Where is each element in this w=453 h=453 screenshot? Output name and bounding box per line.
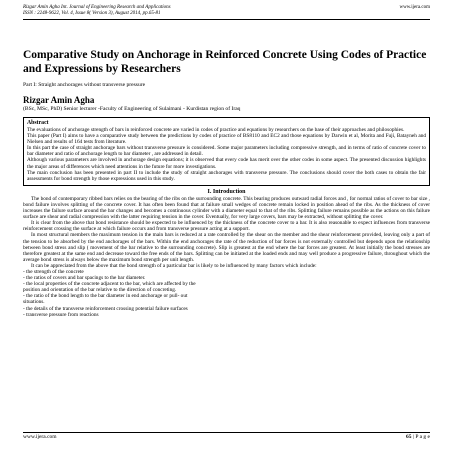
page-number: 65 <box>406 434 412 440</box>
abstract-paragraph: In this part the case of straight anchorage bars without transverse pressure is considered. Some major parameters including compressive strength, and in terms of ratio of concrete cover to bar diameter and ratio of anchorage length to bar diameter , are addressed in detail. <box>27 145 426 158</box>
section-heading: I. Introduction <box>207 188 246 195</box>
list-item: - the strength of the concrete <box>23 268 84 275</box>
journal-name: Rizgar Amin Agha Int. Journal of Engineering Research and Applications <box>23 5 171 10</box>
paper-title: Comparative Study on Anchorage in Reinforced Concrete Using Codes of Practice and Expressions by Researchers <box>23 49 427 75</box>
abstract-heading: Abstract <box>27 120 49 126</box>
list-item: position and orientation of the bar relative to the direction of concreting. <box>23 287 177 294</box>
list-item: - the ratios of covers and bar spacings to the bar diameter. <box>23 275 146 282</box>
abstract-paragraph: The evaluations of anchorage strength of bars in reinforced concrete are varied in codes of practice and equations by researchers on the base of their approaches and philosophies. <box>27 127 405 133</box>
abstract-paragraph: Although various parameters are involved in anchorage design equations; it is observed that every code has merit over the other codes in some aspect. The presented discussion highlights the major areas of differences which need attentions in the future for more investigations. <box>27 157 426 170</box>
page-number-block <box>406 434 430 440</box>
page-label: | P a g e <box>412 434 430 440</box>
page-footer <box>23 434 430 440</box>
abstract-paragraph: The main conclusion has been presented in part II to include the study of straight anchorages with transverse pressure. The conclusions should cover the both cases to obtain the fair assessments for bond strength by those expressions used in this study. <box>27 169 426 182</box>
body-paragraph: It is clear from the above that bond resistance should be expected to be influenced by the thickness of the concrete cover to a bar. It is also reasonable to expect influences from transverse reinforcement crossing the surface at which failure occurs and from transverse pressure acting at a support. <box>23 220 430 233</box>
author-affiliation: (BSc, MSc, PhD) Senior lecturer -Faculty of Engineering of Sulaimani - Kurdistan region of Iraq <box>23 106 241 112</box>
body-paragraph: In most structural members the maximum tension in the main bars is reduced at a rate controlled by the shear on the member and the shear reinforcement provided, leaving only a part of the tension to be absorbed by the end anchorages of the bars. Within the end anchorages the rate of the reduction of bar forces is not externally controlled but depends upon the relationship between bond stress and slip ( movement of the bar relative to the surrounding concrete). Slip is greatest at the end where the bar forces are greatest. At least initially the bond stresses are therefore greatest at the same end and decrease toward the free ends of the bars. Splitting can be initiated at the loaded ends and may well produce a progressive failure, throughout which the average bond stress is always below the maximum bond strength per unit length. <box>23 232 430 263</box>
footer-divider <box>23 432 430 433</box>
list-item: - transverse pressure from reactions <box>23 311 99 318</box>
header-divider <box>23 19 430 20</box>
body-paragraph: It can be appreciated from the above that the bond strength of a particular bar is likely to be influenced by many factors which include: <box>31 262 317 269</box>
running-header <box>23 0 430 17</box>
list-item: - the local properties of the concrete adjacent to the bar, which are affected by the <box>23 281 196 288</box>
list-item: situations. <box>23 299 45 306</box>
paper-part-subtitle: Part I: Straight anchorages without transverse pressure <box>23 82 146 88</box>
list-item: - the ratio of the bond length to the bar diameter in end anchorage or pull- out <box>23 293 188 300</box>
factor-list <box>23 269 430 318</box>
issn-line: ISSN : 2248-9622, Vol. 4, Issue 8( Version 3), August 2014, pp.65-81 <box>23 11 161 16</box>
list-item: - the details of the transverse reinforcement crossing potential failure surfaces <box>23 305 188 312</box>
introduction-section <box>23 189 430 318</box>
body-paragraph: The bond of contemporary ribbed bars relies on the bearing of the ribs on the surrounding concrete. This bearing produces outward radial forces and , for normal ratios of cover to bar size , bond failure involves splitting of the concrete cover. It has often been found that at failure small wedges of concrete remain locked in position ahead of the ribs. As the thickness of cover increases the failure surface around the bar changes and becomes a continuous cylinder with a diameter equal to that of the ribs. Splitting failure remains possible as the actions on this failure surface are shear and radial compression with the latter requiring tension in the cover. Eventually, for very large covers, bars may be extracted, without splitting the cover. <box>23 195 430 221</box>
abstract-box <box>23 117 430 186</box>
author-name: Rizgar Amin Agha <box>23 95 95 105</box>
footer-site-link[interactable]: www.ijera.com <box>23 434 57 440</box>
header-site-link[interactable]: www.ijera.com <box>399 5 430 10</box>
abstract-paragraph: This paper (Part I) aims to have a comparative study between the predictions by codes of practice of BS8110 and EC2 and those equations by Darwin et al, Morita and Fuji, Batayneh and Nielsen and results of 164 tests from literature. <box>27 133 426 146</box>
